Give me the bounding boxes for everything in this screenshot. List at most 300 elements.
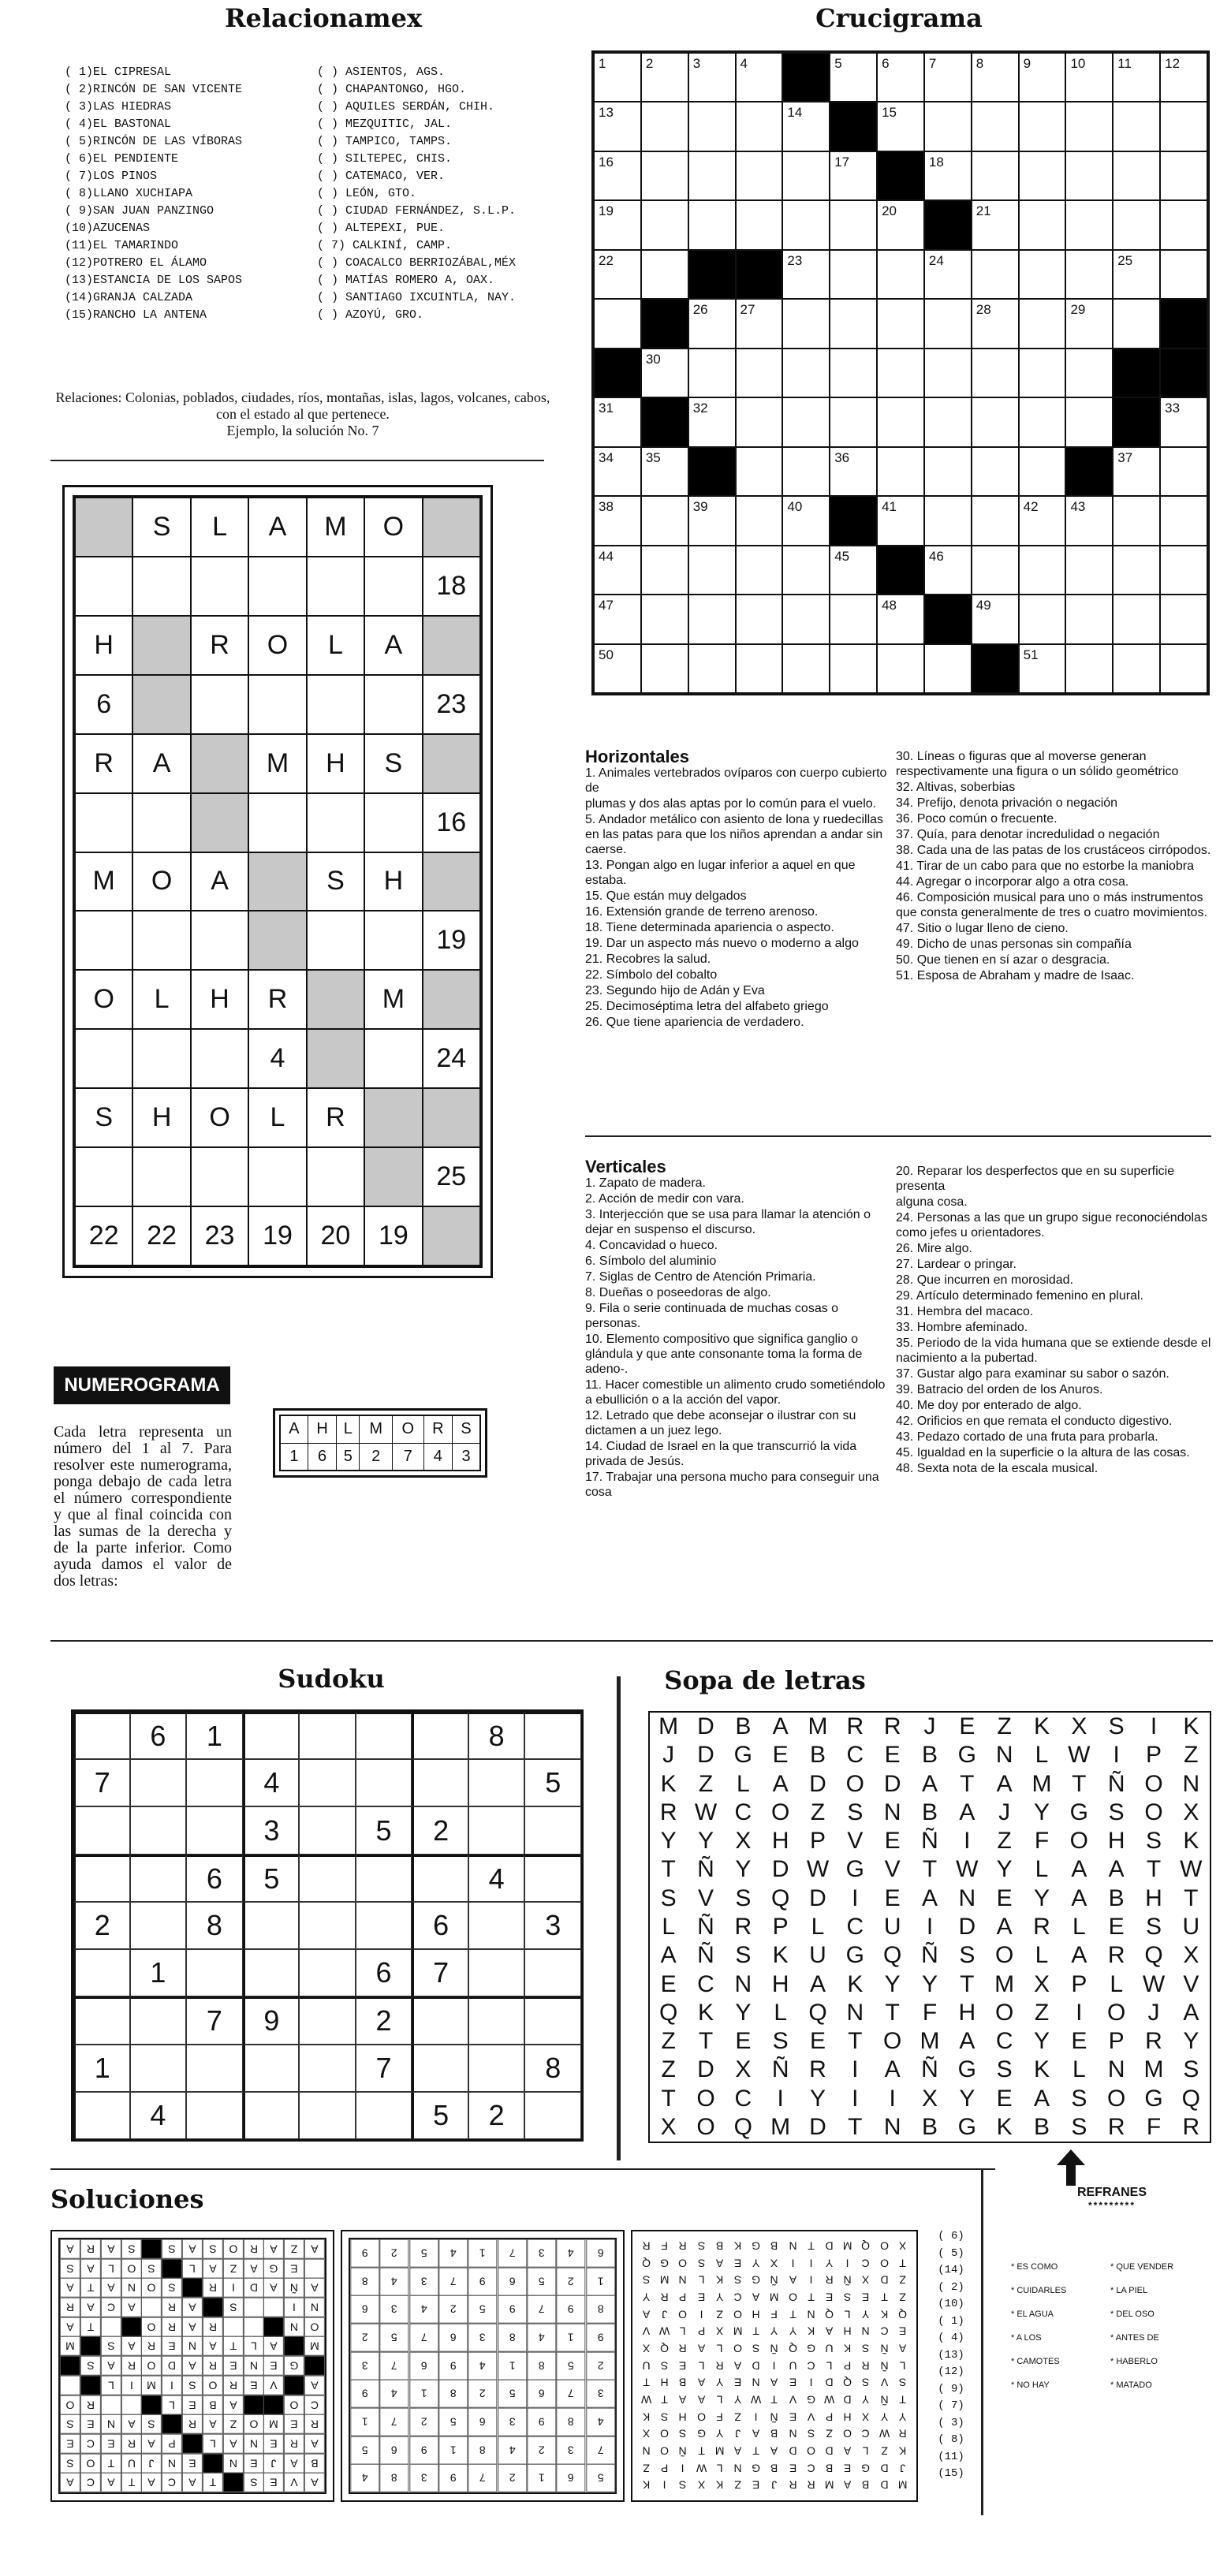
wordsearch-letter: A (1071, 1884, 1087, 1911)
sum-cell: 25 (423, 1147, 480, 1206)
letter-cell: M (364, 970, 422, 1029)
sol-crossword-cell: M (304, 2336, 325, 2356)
wordsearch-letter: E (959, 1713, 975, 1740)
wordsearch-letter: I (889, 2085, 896, 2112)
relacionamex-place: (10)AZUCENAS (65, 221, 151, 235)
crossword-cell: 11 (1113, 53, 1160, 102)
sol-black-cell (284, 2376, 304, 2395)
wordsearch-letter: E (809, 2028, 826, 2055)
crossword-cell (830, 299, 877, 348)
wordsearch-letter: C (734, 1799, 752, 1825)
sol-relacionamex-item: ( 9) (938, 2382, 964, 2395)
letter-cell: O (132, 852, 190, 911)
sol-wordsearch-letter: A (733, 2359, 742, 2373)
crossword-cell (641, 102, 688, 151)
letter-cell: 4 (248, 1029, 306, 1088)
clue: 38. Cada una de las patas de los crustáceos cirrópodos. (896, 844, 1211, 857)
crossword-cell (1113, 299, 1160, 348)
sol-wordsearch-letter: O (879, 2239, 889, 2253)
wordsearch-letter: T (922, 1856, 938, 1883)
sol-wordsearch-letter: J (899, 2462, 905, 2475)
sol-wordsearch-letter: M (897, 2479, 908, 2492)
wordsearch-letter: X (1183, 1942, 1199, 1969)
sol-wordsearch-letter: P (697, 2325, 705, 2339)
refranes-stars: ********* (1087, 2200, 1136, 2211)
sol-sudoku-cell: 1 (556, 2324, 585, 2352)
sol-crossword-cell: S (182, 2376, 203, 2395)
sol-relacionamex-item: ( 2) (938, 2280, 964, 2294)
sol-wordsearch-letter: H (660, 2377, 669, 2390)
sol-sudoku-cell: 6 (586, 2239, 615, 2268)
crossword-cell: 20 (877, 200, 924, 249)
horizontales-heading: Horizontales (585, 747, 690, 766)
wordsearch-letter: G (957, 1742, 976, 1769)
numerograma-grid (73, 495, 483, 1268)
key-letter: H (308, 1415, 337, 1443)
wordsearch-letter: E (1071, 2028, 1087, 2055)
crossword-cell (688, 644, 736, 693)
wordsearch-letter: A (809, 1970, 826, 1997)
sol-sudoku-cell: 3 (409, 2464, 438, 2492)
sol-wordsearch-letter: B (770, 2462, 778, 2475)
key-letter: M (360, 1415, 393, 1443)
crossword-cell (1019, 200, 1066, 249)
sol-wordsearch-letter: Y (898, 2410, 907, 2424)
sol-crossword-cell: A (223, 2434, 244, 2454)
wordsearch-letter: T (960, 1970, 975, 1997)
relacionamex-row (65, 306, 538, 323)
crossword-cell: 39 (688, 496, 736, 545)
sol-crossword-cell: L (182, 2259, 203, 2279)
sol-crossword-cell: R (203, 2278, 223, 2298)
letter-cell: L (248, 1088, 306, 1147)
wordsearch-letter: O (696, 2085, 715, 2112)
sol-black-cell (244, 2395, 264, 2415)
sol-sudoku-cell: 7 (586, 2436, 615, 2465)
letter-cell: S (75, 1088, 132, 1147)
refran-part: * ES COMO (1011, 2262, 1058, 2272)
sol-wordsearch-letter: R (715, 2359, 724, 2373)
sol-crossword-cell: O (141, 2356, 162, 2376)
sol-crossword-cell: T (80, 2317, 101, 2337)
sol-wordsearch-letter: V (642, 2325, 651, 2339)
wordsearch-letter: X (735, 1828, 752, 1855)
sol-wordsearch-letter: R (678, 2342, 688, 2355)
crossword-cell (924, 447, 972, 496)
wordsearch-letter: L (1035, 1856, 1049, 1883)
wordsearch-letter: R (659, 1799, 677, 1825)
sol-wordsearch-letter: I (809, 2274, 813, 2287)
sol-wordsearch-letter: Z (899, 2291, 906, 2304)
crossword-cell (1019, 546, 1066, 595)
crossword-cell: 51 (1019, 644, 1066, 693)
wordsearch-letter: O (1144, 1799, 1163, 1825)
black-cell (830, 496, 877, 545)
sol-sudoku-cell: 7 (379, 2352, 408, 2380)
sol-crossword-cell: S (141, 2259, 162, 2279)
relacionamex-place: ( 9)SAN JUAN PANZINGO (65, 203, 214, 218)
crossword-cell: 44 (594, 546, 641, 595)
sol-black-cell (182, 2278, 203, 2298)
sum-cell: 22 (75, 1206, 132, 1266)
sudoku-cell: 1 (73, 2045, 130, 2092)
sudoku-cell (243, 2045, 300, 2092)
sol-wordsearch-letter: Z (899, 2274, 906, 2287)
crossword-cell (1065, 250, 1113, 299)
wordsearch-letter: A (921, 1770, 938, 1797)
sudoku-cell (299, 1996, 356, 2044)
key-number: 7 (393, 1443, 423, 1471)
clue: 22. Símbolo del cobalto (585, 968, 718, 982)
sum-cell (423, 498, 480, 557)
wordsearch-letter: G (957, 2056, 976, 2083)
sol-wordsearch-letter: Ñ (880, 2342, 889, 2355)
wordsearch-letter: D (697, 1742, 714, 1769)
sol-wordsearch-letter: D (789, 2444, 797, 2458)
sol-wordsearch-letter: S (661, 2359, 669, 2373)
sol-sudoku-cell: 6 (438, 2324, 468, 2352)
sol-wordsearch-letter: I (809, 2377, 813, 2390)
sol-crossword-cell: U (121, 2454, 142, 2473)
crossword-cell (736, 200, 783, 249)
crossword-cell (641, 200, 688, 249)
sol-sudoku-cell: 1 (350, 2408, 379, 2436)
sudoku-cell (524, 1855, 581, 1902)
sol-sudoku-cell: 4 (409, 2295, 438, 2324)
sol-wordsearch-letter: O (806, 2444, 815, 2458)
relacionamex-row (65, 271, 538, 289)
sol-relacionamex-item: ( 5) (938, 2246, 964, 2260)
sol-crossword-cell: T (223, 2336, 244, 2356)
relacionamex-row (65, 185, 538, 202)
sol-crossword-cell: I (121, 2376, 142, 2395)
sol-crossword-cell: R (121, 2356, 142, 2376)
sum-cell (423, 970, 480, 1029)
crossword-cell (1113, 151, 1160, 200)
sudoku-cell: 8 (186, 1902, 243, 1949)
divider (50, 460, 544, 461)
sol-crossword-cell: O (60, 2395, 80, 2415)
wordsearch-letter: U (883, 1913, 901, 1940)
wordsearch-letter: N (883, 2113, 901, 2140)
wordsearch-letter: R (1107, 1942, 1125, 1969)
sudoku-cell (412, 1759, 468, 1806)
wordsearch-letter: B (1033, 2113, 1050, 2140)
wordsearch-letter: W (1142, 1970, 1166, 1997)
sol-crossword-cell: I (223, 2278, 244, 2298)
refran-part: * EL AGUA (1011, 2309, 1054, 2319)
relacionamex-row (65, 237, 538, 254)
relacionamex-place: (13)ESTANCIA DE LOS SAPOS (65, 273, 243, 287)
sol-wordsearch-letter: E (844, 2462, 852, 2475)
sol-sudoku-cell: 1 (586, 2268, 615, 2296)
sudoku-cell (130, 1902, 187, 1949)
wordsearch-letter: T (960, 1770, 975, 1797)
wordsearch-letter: S (1145, 1913, 1162, 1940)
crossword-cell: 18 (924, 151, 972, 200)
wordsearch-letter: I (852, 2085, 859, 2112)
sol-wordsearch-letter: K (715, 2479, 724, 2492)
divider (617, 1676, 621, 2160)
refranes-right (1110, 2255, 1213, 2397)
sudoku-cell (356, 1712, 412, 1759)
sol-wordsearch-letter: S (697, 2239, 705, 2253)
sol-sudoku-cell: 9 (498, 2295, 527, 2324)
sol-wordsearch-letter: D (825, 2377, 834, 2390)
sum-cell: 19 (248, 1206, 306, 1266)
crossword-cell (972, 349, 1019, 397)
sol-sudoku-cell: 9 (409, 2436, 438, 2465)
sol-wordsearch-letter: F (716, 2410, 723, 2424)
sudoku-cell (524, 1712, 581, 1759)
sol-wordsearch-letter: E (733, 2377, 742, 2390)
clue: 21. Recobres la salud. (585, 952, 711, 966)
sum-cell: 19 (423, 911, 480, 970)
sol-wordsearch-letter: Ñ (770, 2274, 779, 2287)
wordsearch-letter: Ñ (1107, 1770, 1125, 1797)
clue: 36. Poco común o frecuente. (896, 812, 1058, 826)
letter-cell: O (75, 970, 132, 1029)
sol-wordsearch-letter: U (825, 2342, 834, 2355)
sum-cell (423, 616, 480, 675)
crossword-cell: 50 (594, 644, 641, 693)
sol-wordsearch-letter: Q (897, 2308, 907, 2321)
wordsearch-letter: D (697, 1713, 714, 1740)
crossword-cell (830, 349, 877, 397)
wordsearch-letter: B (1108, 1884, 1125, 1911)
crossword-cell (877, 397, 924, 446)
wordsearch-letter: A (1071, 1856, 1087, 1883)
arrow-up-icon (1057, 2149, 1085, 2186)
crossword-cell (830, 595, 877, 643)
sol-wordsearch-letter: A (844, 2444, 852, 2458)
sol-sudoku-cell: 5 (438, 2408, 468, 2436)
sol-sudoku-cell: 8 (586, 2295, 615, 2324)
letter-cell (307, 970, 364, 1029)
wordsearch-letter: I (1076, 1999, 1083, 2026)
sol-wordsearch-letter: A (733, 2444, 742, 2458)
sol-wordsearch-letter: T (661, 2393, 669, 2406)
sum-cell: 23 (191, 1206, 248, 1266)
sol-crossword-cell: O (203, 2376, 223, 2395)
sol-sudoku-cell: 3 (556, 2436, 585, 2465)
sol-wordsearch-letter: E (789, 2377, 796, 2390)
letter-cell: M (75, 852, 132, 911)
wordsearch-letter: Y (959, 2085, 975, 2112)
wordsearch-letter: Y (735, 1856, 752, 1883)
sudoku-cell (524, 1949, 581, 1996)
sol-wordsearch-letter: X (862, 2274, 870, 2287)
letter-cell (364, 793, 422, 852)
letter-cell (307, 793, 364, 852)
sol-crossword-cell: R (244, 2239, 264, 2259)
crossword-cell: 46 (924, 546, 972, 595)
wordsearch-letter: A (1033, 2085, 1050, 2112)
clue: 5. Andador metálico con asiento de lona y ruedecillas en las patas para que los niños aprendan a andar sin caerse. (585, 813, 884, 856)
wordsearch-letter: L (811, 1913, 825, 1940)
sol-wordsearch-letter: S (661, 2410, 669, 2424)
crossword-cell (1019, 349, 1066, 397)
letter-cell (191, 793, 248, 852)
sum-cell (423, 852, 480, 911)
wordsearch-letter: H (1145, 1884, 1162, 1911)
black-cell (688, 447, 736, 496)
relacionamex-place: ( 4)EL BASTONAL (65, 117, 172, 131)
black-cell (1113, 397, 1160, 446)
letter-cell (132, 675, 190, 734)
sol-crossword-cell: A (263, 2336, 284, 2356)
wordsearch-letter: W (806, 1856, 830, 1883)
sudoku-cell (524, 1996, 581, 2044)
crossword-cell (736, 102, 783, 151)
wordsearch-letter: A (884, 2056, 901, 2083)
divider (981, 2168, 983, 2515)
clue: 7. Siglas de Centro de Atención Primaria. (585, 1270, 816, 1284)
crossword-cell: 35 (641, 447, 688, 496)
wordsearch-letter: D (809, 2113, 826, 2140)
crossword-cell (1160, 151, 1207, 200)
wordsearch-letter: T (1072, 1770, 1087, 1797)
sol-crossword-cell: A (284, 2454, 304, 2473)
crossword-cell (688, 595, 736, 643)
clue: 2. Acción de medir con vara. (585, 1192, 744, 1206)
letter-cell (307, 557, 364, 616)
black-cell (594, 349, 641, 397)
clue: 18. Tiene determinada apariencia o aspecto. (585, 921, 834, 934)
wordsearch-letter: Ñ (921, 2056, 938, 2083)
wordsearch-letter: I (1150, 1713, 1158, 1740)
sol-sudoku-cell: 7 (379, 2408, 408, 2436)
sol-wordsearch-letter: J (735, 2428, 741, 2441)
sol-black-cell (162, 2259, 182, 2279)
sudoku-cell: 3 (243, 1806, 300, 1854)
wordsearch-letter: Z (661, 2056, 676, 2083)
sol-wordsearch-letter: X (642, 2428, 651, 2441)
sol-crossword-cell: R (284, 2434, 304, 2454)
clue: 11. Hacer comestible un alimento crudo sometiéndolo a ebullición o a la acción del vapor. (585, 1378, 886, 1407)
sudoku-cell (130, 1806, 187, 1854)
sol-crossword-cell: R (223, 2376, 244, 2395)
sol-wordsearch-letter: F (770, 2308, 778, 2321)
wordsearch-letter: G (733, 1742, 752, 1769)
sol-wordsearch-letter: P (825, 2410, 834, 2424)
sol-wordsearch-letter: O (733, 2308, 743, 2321)
sol-crossword-cell: C (80, 2473, 101, 2492)
refran-part: * QUE VENDER (1110, 2262, 1174, 2272)
wordsearch-letter: Q (1181, 2085, 1200, 2112)
sol-wordsearch-letter: B (679, 2377, 687, 2390)
refran-part: * ANTES DE (1110, 2333, 1159, 2343)
crucigrama-title: Crucigrama (815, 3, 983, 33)
key-letter: R (423, 1415, 453, 1443)
letter-cell (132, 911, 190, 970)
sol-crossword-cell: A (203, 2336, 223, 2356)
letter-cell: S (364, 734, 422, 793)
sudoku-cell (412, 1712, 468, 1759)
sol-wordsearch-letter: T (880, 2291, 888, 2304)
crossword-cell: 31 (594, 397, 641, 446)
wordsearch-letter: S (1145, 1828, 1162, 1855)
sudoku-cell: 4 (243, 1759, 300, 1806)
crossword-cell (736, 397, 783, 446)
sum-cell (423, 1206, 480, 1266)
crossword-cell (830, 397, 877, 446)
relacionamex-row (65, 167, 538, 185)
sol-crossword-cell: O (141, 2317, 162, 2337)
wordsearch-letter: Z (997, 1713, 1012, 1740)
sol-wordsearch-letter: S (898, 2377, 907, 2390)
sol-black-cell (60, 2356, 80, 2376)
clue: 30. Líneas o figuras que al moverse generan respectivamente una figura o un sólido geométrico (896, 750, 1179, 778)
wordsearch-letter: L (662, 1913, 675, 1940)
sol-sudoku-cell: 2 (498, 2464, 527, 2492)
wordsearch-letter: L (1072, 2056, 1086, 2083)
crossword-cell (972, 102, 1019, 151)
sol-wordsearch-letter: S (697, 2257, 705, 2270)
wordsearch-letter: Z (997, 1828, 1012, 1855)
letter-cell: L (132, 970, 190, 1029)
sol-wordsearch-letter: G (806, 2393, 815, 2406)
relacionamex-place: ( 2)RINCÓN DE SAN VICENTE (65, 82, 243, 96)
crossword-cell (830, 644, 877, 693)
crossword-cell: 12 (1160, 53, 1207, 102)
crossword-cell: 37 (1113, 447, 1160, 496)
wordsearch-letter: M (1031, 1770, 1052, 1797)
sol-crossword-cell: T (121, 2473, 142, 2492)
crossword-cell (877, 447, 924, 496)
sol-crossword-cell: A (304, 2376, 325, 2395)
crossword-cell (782, 299, 830, 348)
wordsearch-letter: R (1145, 2028, 1162, 2055)
crossword-cell (641, 644, 688, 693)
sol-crossword-cell: E (244, 2454, 264, 2473)
sol-wordsearch-letter: A (697, 2393, 705, 2406)
sol-wordsearch-letter: S (679, 2428, 687, 2441)
sol-crossword-cell: Ñ (284, 2278, 304, 2298)
relacionamex-instructions: Relaciones: Colonias, poblados, ciudades, ríos, montañas, islas, lagos, volcanes, cabos, con el estado al que pertenece. (55, 390, 550, 422)
sol-crossword-cell: Z (223, 2259, 244, 2279)
sol-wordsearch-letter: R (678, 2239, 688, 2253)
sol-crossword-cell: A (60, 2473, 80, 2492)
sol-wordsearch-letter: I (773, 2359, 776, 2373)
relacionamex-place: ( 3)LAS HIEDRAS (65, 99, 172, 114)
sol-wordsearch-letter: K (880, 2308, 888, 2321)
sudoku-cell: 3 (524, 1902, 581, 1949)
sol-crossword-cell: A (141, 2434, 162, 2454)
relacionamex-title: Relacionamex (224, 3, 423, 33)
wordsearch-letter: R (846, 1713, 864, 1740)
sol-crossword-cell: I (284, 2298, 304, 2317)
sopa-title: Sopa de letras (664, 1665, 866, 1695)
wordsearch-letter: E (996, 2085, 1013, 2112)
relacionamex-row (65, 202, 538, 219)
crossword-cell: 14 (782, 102, 830, 151)
wordsearch-letter: G (1144, 2085, 1163, 2112)
crossword-cell (1160, 102, 1207, 151)
letter-cell: O (191, 1088, 248, 1147)
sol-crossword-cell: E (244, 2376, 264, 2395)
sol-crossword-cell: A (60, 2317, 80, 2337)
sol-wordsearch-letter: A (752, 2291, 760, 2304)
clue: 8. Dueñas o poseedoras de algo. (585, 1286, 771, 1299)
crossword-cell (924, 299, 972, 348)
sol-wordsearch-letter: W (640, 2393, 652, 2406)
sol-wordsearch-letter: W (878, 2428, 890, 2441)
sol-wordsearch-letter: D (825, 2444, 834, 2458)
black-cell (830, 102, 877, 151)
sudoku-cell (524, 2092, 581, 2139)
wordsearch-letter: Y (1033, 1799, 1050, 1825)
